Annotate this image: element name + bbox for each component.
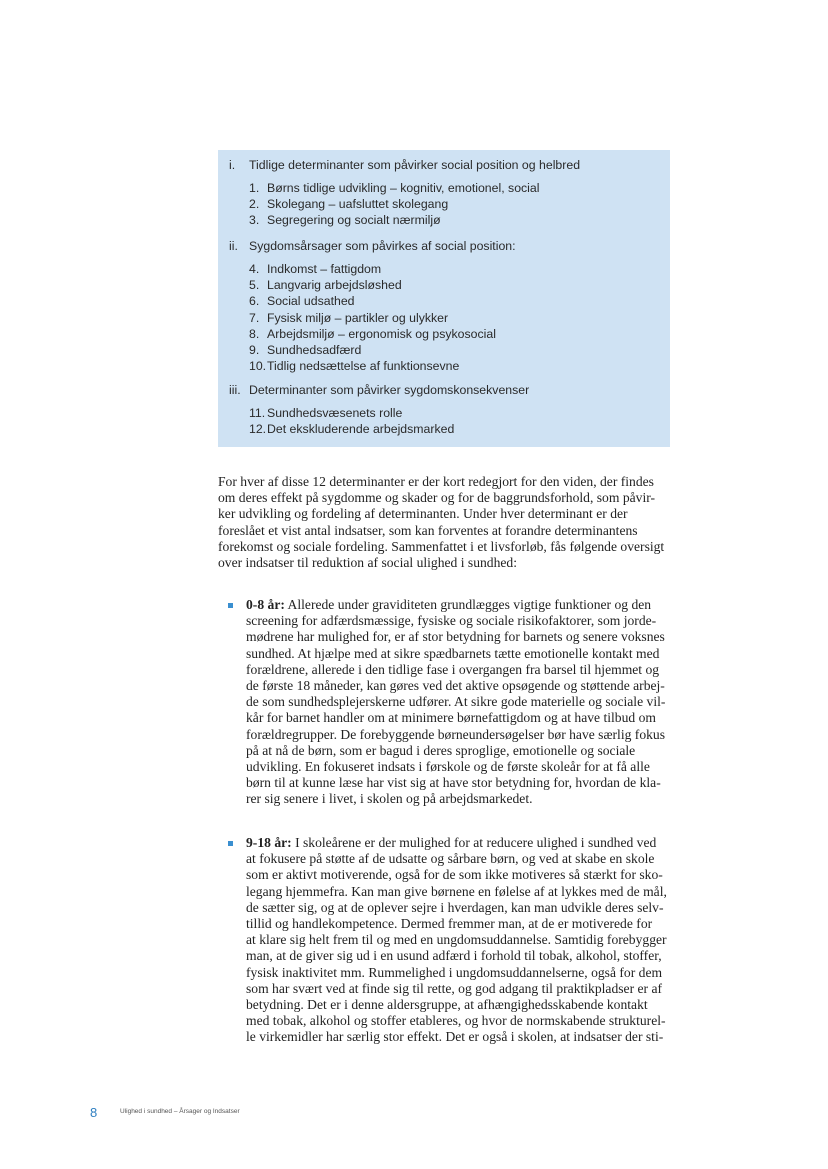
box-list-item — [249, 181, 539, 195]
text-line: at fokusere på støtte af de udsatte og sårbare børn, og ved at skabe en skole — [246, 851, 655, 867]
text-line: tillid og handlekompetence. Dermed fremmer man, at de er motiverede for — [246, 915, 653, 931]
box-list-item — [249, 327, 496, 341]
text-line: de som sundhedsplejerskerne udfører. At sikre gode materielle og sociale vil- — [246, 694, 666, 710]
item-number: 11. — [249, 406, 266, 420]
text-line: mødrene har mulighed for, er af stor betydning for barnets og senere voksnes — [246, 629, 665, 645]
box-list-item — [249, 422, 454, 436]
text-line: man, at de giver sig ud i en usund adfærd i forhold til tobak, alkohol, stoffer, — [246, 948, 662, 964]
text-line: For hver af disse 12 determinanter er der kort redegjort for den viden, der findes — [218, 474, 654, 489]
text-line: fysisk inaktivitet mm. Rummelighed i ungdomsuddannelserne, også for dem — [246, 964, 663, 980]
bullet-marker-icon — [228, 841, 233, 846]
text-line: sundhed. At hjælpe med at sikre spædbarnets tætte emotionelle kontakt med — [246, 645, 660, 661]
box-list-item — [249, 311, 448, 325]
bullet-paragraph — [246, 597, 665, 807]
item-number: 6. — [249, 294, 260, 309]
text-line: kår for barnet handler om at minimere børnefattigdom og at have tilbud om — [246, 710, 656, 726]
box-list-item — [249, 359, 459, 373]
text-line — [246, 835, 667, 851]
box-list-item — [249, 406, 402, 420]
text-line: over indsatser til reduktion af social ulighed i sundhed: — [218, 554, 517, 570]
item-number: 1. — [249, 181, 260, 195]
text-line: legang hjemmefra. Kan man give børnene en følelse af at lykkes med de mål, — [246, 883, 667, 899]
item-number: 10. — [249, 359, 267, 374]
text-span: Allerede under graviditeten grundlægges vigtige funktioner og den — [284, 597, 652, 612]
text-line: børn til at kunne læse har vist sig at have stor betydning for, hvordan de kla- — [246, 775, 661, 791]
box-section-heading — [229, 383, 529, 397]
text-line: le virkemidler har særlig stor effekt. Det er også i skolen, at indsatser der sti- — [246, 1029, 664, 1045]
text-line: som er aktivt motiverende, også for de som ikke motiveres så stærkt for sko- — [246, 867, 663, 883]
box-list-item — [249, 213, 441, 227]
item-number: 8. — [249, 326, 260, 341]
text-line: de sætter sig, og at de oplever sejre i hverdagen, kan man udvikle deres selv- — [246, 899, 664, 915]
box-list-item — [249, 343, 361, 357]
item-number: 3. — [249, 213, 260, 228]
text-line: som har svært ved at finde sig til rette, og god adgang til praktikpladser er af — [246, 980, 663, 996]
bullet-paragraph — [246, 835, 667, 1045]
item-number: 2. — [249, 197, 260, 212]
item-text: Det ekskluderende arbejdsmarked — [267, 422, 455, 437]
box-list-item — [249, 197, 448, 211]
box-section-heading — [229, 239, 516, 253]
section-title: Determinanter som påvirker sygdomskonsekvenser — [249, 383, 530, 397]
section-title: Sygdomsårsager som påvirkes af social position: — [249, 239, 516, 253]
intro-paragraph — [218, 474, 664, 571]
bullet-marker-icon — [228, 603, 233, 608]
item-text: Segregering og socialt nærmiljø — [267, 213, 441, 228]
text-line: ker udvikling og fordeling af determinanten. Under hver determinant er der — [218, 506, 628, 522]
section-numeral: i. — [229, 158, 236, 172]
text-line: forældrene, allerede i den tidlige fase i overgangen fra barsel til hjemmet og — [246, 661, 660, 677]
text-line: foreslået et vist antal indsatser, som kan forventes at forandre determinantens — [218, 522, 638, 538]
item-text: Børns tidlige udvikling – kognitiv, emotionel, social — [267, 181, 540, 195]
item-number: 4. — [249, 262, 260, 276]
box-section-heading — [229, 158, 580, 172]
item-text: Sundhedsvæsenets rolle — [267, 406, 403, 420]
section-numeral: iii. — [229, 383, 241, 397]
section-title: Tidlige determinanter som påvirker social position og helbred — [249, 158, 581, 172]
box-list-item — [249, 278, 402, 292]
item-number: 5. — [249, 278, 260, 293]
page-number: 8 — [90, 1105, 98, 1120]
text-line: med tobak, alkohol og stoffer etableres, og hvor de normskabende strukturel- — [246, 1013, 666, 1029]
item-number: 9. — [249, 343, 260, 357]
footer-title: Ulighed i sundhed – Årsager og Indsatser — [120, 1108, 240, 1115]
item-text: Skolegang – uafsluttet skolegang — [267, 197, 449, 212]
box-list-item — [249, 294, 355, 308]
text-line: betydning. Det er i denne aldersgruppe, at afhængighedsskabende kontakt — [246, 996, 648, 1012]
text-line: på at nå de børn, som er bagud i deres sproglige, emotionelle og sociale — [246, 742, 636, 758]
box-list-item — [249, 262, 381, 276]
text-line: screening for adfærdsmæssige, fysiske og sociale risikofaktorer, som jorde- — [246, 613, 657, 629]
text-line — [246, 597, 665, 613]
text-line: udvikling. En fokuseret indsats i førskole og de første skoleår for at få alle — [246, 758, 650, 774]
item-text: Tidlig nedsættelse af funktionsevne — [267, 359, 460, 374]
age-group-label: 9-18 år: — [246, 835, 292, 850]
text-line: forekomst og sociale fordeling. Sammenfattet i et livsforløb, fås følgende oversigt — [218, 538, 665, 554]
item-number: 12. — [249, 422, 267, 437]
text-span: I skoleårene er der mulighed for at reducere ulighed i sundhed ved — [291, 835, 657, 850]
item-text: Langvarig arbejdsløshed — [267, 278, 402, 293]
text-line: rer sig senere i livet, i skolen og på arbejdsmarkedet. — [246, 791, 533, 807]
text-line: de første 18 måneder, kan gøres ved det aktive opsøgende og støttende arbej- — [246, 677, 665, 693]
text-line: at klare sig helt frem til og med en ungdomsuddannelse. Samtidig forebygger — [246, 932, 667, 948]
item-text: Fysisk miljø – partikler og ulykker — [267, 310, 449, 325]
item-text: Indkomst – fattigdom — [267, 262, 382, 276]
text-line: om deres effekt på sygdomme og skader og for de baggrundsforhold, som påvir- — [218, 490, 656, 506]
section-numeral: ii. — [229, 239, 238, 253]
age-group-label: 0-8 år: — [246, 597, 285, 612]
item-text: Arbejdsmiljø – ergonomisk og psykosocial — [267, 326, 496, 341]
item-number: 7. — [249, 310, 260, 325]
text-line: forældregrupper. De forebyggende børneundersøgelser bør have særlig fokus — [246, 726, 666, 742]
item-text: Sundhedsadfærd — [267, 343, 362, 357]
item-text: Social udsathed — [267, 294, 355, 309]
